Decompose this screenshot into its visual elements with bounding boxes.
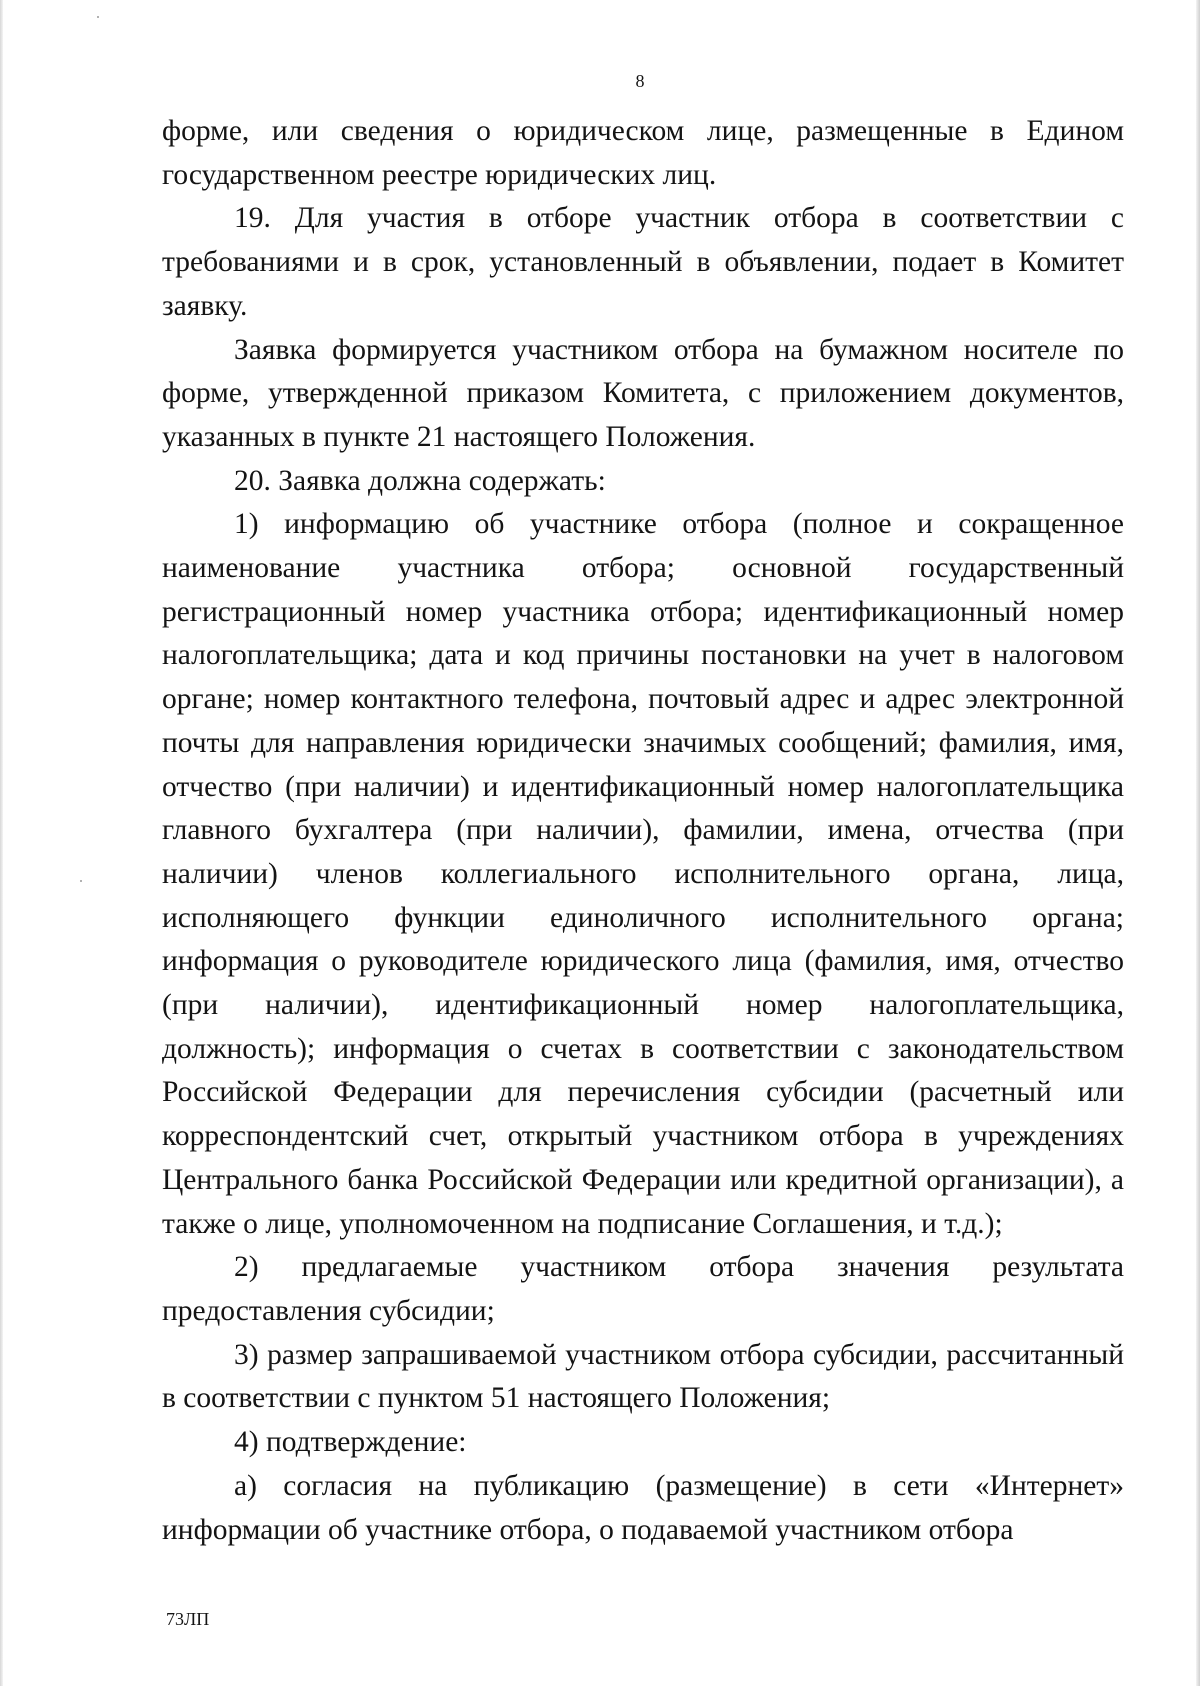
paragraph-application-form: Заявка формируется участником отбора на бумажном носителе по форме, утвержденной приказом Комитета, с приложением документов, указанных в пункте 21 настоящего Положения.	[162, 333, 1124, 453]
paragraph-subitem-a: а) согласия на публикацию (размещение) в сети «Интернет» информации об участнике отбора, о подаваемой участником отбора	[162, 1469, 1124, 1546]
paragraph-subitem-3: 3) размер запрашиваемой участником отбора субсидии, рассчитанный в соответствии с пунктом 51 настоящего Положения;	[162, 1338, 1124, 1415]
page-number: 8	[635, 71, 645, 91]
paragraph-item-19: 19. Для участия в отборе участник отбора в соответствии с требованиями и в срок, установленный в объявлении, подает в Комитет заявку.	[162, 202, 1124, 322]
scan-speck	[97, 16, 99, 18]
scan-edge-right	[1196, 0, 1200, 1686]
paragraph-item-20: 20. Заявка должна содержать:	[234, 464, 606, 497]
document-code: 73ЛП	[166, 1609, 210, 1629]
document-body	[162, 110, 1124, 1552]
scan-speck	[80, 880, 82, 882]
paragraph-subitem-2: 2) предлагаемые участником отбора значения результата предоставления субсидии;	[162, 1251, 1124, 1327]
scan-edge-left	[0, 0, 3, 1686]
paragraph-subitem-4: 4) подтверждение:	[234, 1426, 467, 1459]
paragraph-continuation: форме, или сведения о юридическом лице, размещенные в Едином государственном реестре юридических лиц.	[162, 115, 1124, 191]
paragraph-subitem-1: 1) информацию об участнике отбора (полное и сокращенное наименование участника отбора; основной государственный регистрационный номер участника отбора; идентификационный номер налогоплательщика; дата и код причины постановки на учет в налоговом органе; номер контактного телефона, почтовый адрес и адрес электронной почты для направления юридически значимых сообщений; фамилия, имя, отчество (при наличии) и идентификационный номер налогоплательщика главного бухгалтера (при наличии), фамилии, имена, отчества (при наличии) членов коллегиального исполнительного органа, лица, исполняющего функции единоличного исполнительного органа; информация о руководителе юридического лица (фамилия, имя, отчество (при наличии), идентификационный номер налогоплательщика, должность); информация о счетах в соответствии с законодательством Российской Федерации для перечисления субсидии (расчетный или корреспондентский счет, открытый участником отбора в учреждениях Центрального банка Российской Федерации или кредитной организации), а также о лице, уполномоченном на подписание Соглашения, и т.д.);	[162, 508, 1124, 1240]
